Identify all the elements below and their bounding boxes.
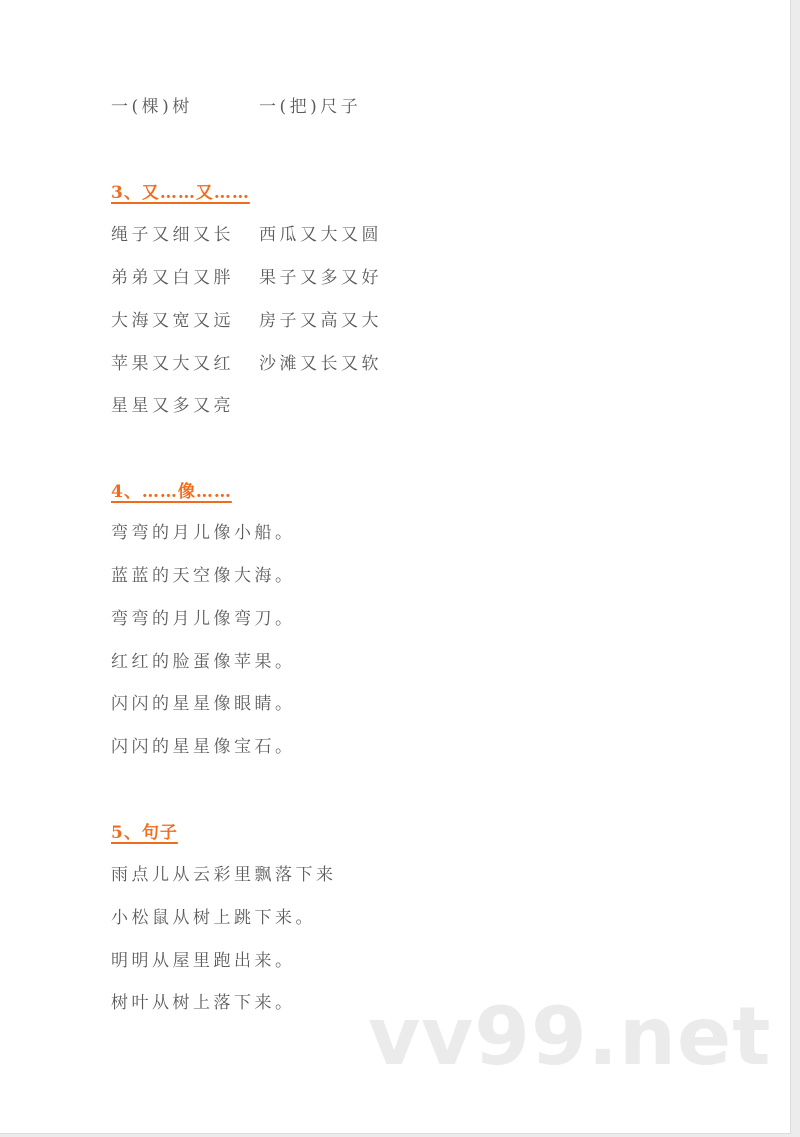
section-3-row [111, 349, 382, 374]
section-3-item: 西瓜又大又圆 [259, 225, 382, 245]
section-3-item: 大海又宽又远 [111, 311, 234, 331]
section-5-heading: 5、句子 [111, 823, 178, 843]
section-3-item: 果子又多又好 [259, 268, 382, 288]
section-3-item: 苹果又大又红 [111, 354, 234, 374]
section-3-item: 绳子又细又长 [111, 225, 234, 245]
section-3-item: 沙滩又长又软 [259, 354, 382, 374]
watermark-logo: vv99.net [368, 990, 772, 1083]
section-4-line: 闪闪的星星像眼睛。 [111, 694, 296, 714]
section-3-row [111, 263, 382, 288]
measure-word-right: 一(把)尺子 [259, 97, 362, 117]
section-5-line: 明明从屋里跑出来。 [111, 951, 296, 971]
section-3-item: 房子又高又大 [259, 311, 382, 331]
section-3-item: 星星又多又亮 [111, 396, 234, 416]
section-3-item: 弟弟又白又胖 [111, 268, 234, 288]
section-5-line: 树叶从树上落下来。 [111, 993, 296, 1013]
section-3-row [111, 306, 382, 331]
section-4-line: 闪闪的星星像宝石。 [111, 737, 296, 757]
section-3-heading: 3、又……又…… [111, 183, 250, 203]
section-5-line: 小松鼠从树上跳下来。 [111, 908, 316, 928]
section-4-line: 弯弯的月儿像小船。 [111, 523, 296, 543]
section-5-line: 雨点儿从云彩里飘落下来 [111, 865, 337, 885]
section-4-line: 蓝蓝的天空像大海。 [111, 566, 296, 586]
measure-word-row [111, 92, 362, 117]
section-3-row [111, 220, 382, 245]
section-4-heading: 4、……像…… [111, 482, 232, 502]
section-4-line: 红红的脸蛋像苹果。 [111, 652, 296, 672]
measure-word-left: 一(棵)树 [111, 97, 193, 117]
section-3-row [111, 391, 234, 416]
section-4-line: 弯弯的月儿像弯刀。 [111, 609, 296, 629]
